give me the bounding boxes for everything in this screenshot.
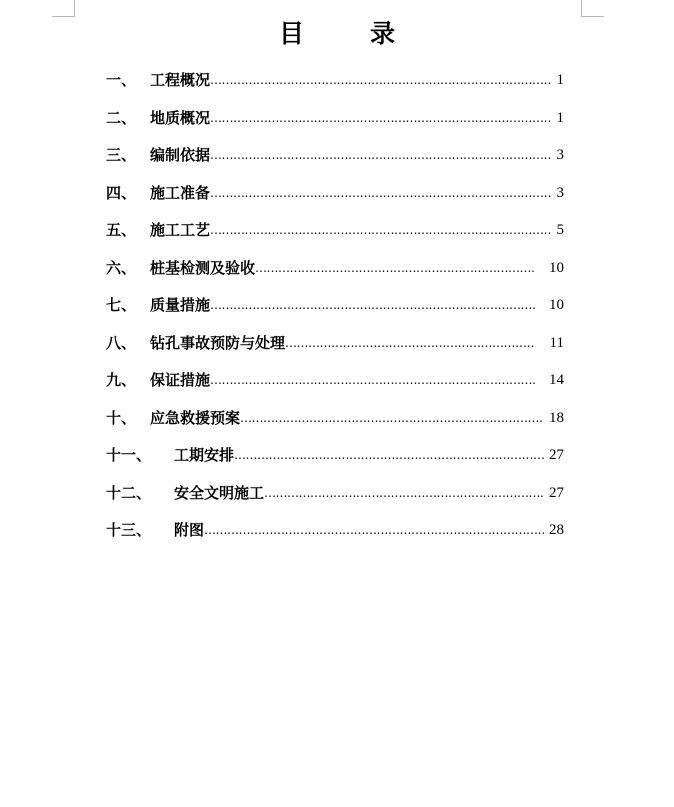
toc-entry-page-number: 27 <box>549 447 564 463</box>
toc-entry[interactable] <box>106 437 564 475</box>
toc-dot-leader <box>210 175 552 213</box>
toc-entry-title: 编制依据 <box>150 146 211 164</box>
toc-dot-leader <box>210 137 552 175</box>
crop-mark-top-right <box>581 0 604 17</box>
toc-entry-page-number: 11 <box>549 334 564 351</box>
toc-entry-page-number: 18 <box>549 409 564 426</box>
toc-entry[interactable] <box>106 137 564 175</box>
toc-entry[interactable] <box>106 362 564 400</box>
toc-entry-title: 施工准备 <box>150 183 211 202</box>
toc-entry-number: 十二、 <box>106 483 152 502</box>
toc-entry[interactable] <box>106 325 564 363</box>
toc-entry-page-number: 3 <box>556 147 564 163</box>
toc-dot-leader <box>240 400 544 438</box>
toc-entry-title: 工期安排 <box>174 446 235 464</box>
toc-dot-leader <box>234 437 544 475</box>
toc-entry[interactable] <box>106 475 564 513</box>
toc-entry-page-number: 27 <box>549 484 564 501</box>
toc-entry-number: 四、 <box>106 183 137 202</box>
toc-entry-number: 二、 <box>106 108 137 127</box>
toc-entry-page-number: 28 <box>549 522 564 538</box>
toc-entry-title: 钻孔事故预防与处理 <box>150 333 286 352</box>
toc-entry-title: 质量措施 <box>150 296 211 314</box>
toc-entry-number: 一、 <box>106 71 137 89</box>
toc-dot-leader <box>210 287 536 325</box>
toc-entry-page-number: 10 <box>549 259 564 276</box>
toc-entry[interactable] <box>106 212 564 250</box>
toc-entry[interactable] <box>106 62 564 100</box>
toc-entry-number: 八、 <box>106 333 137 352</box>
toc-dot-leader <box>264 475 544 513</box>
toc-dot-leader <box>204 512 544 550</box>
title-char-1: 目 <box>278 19 304 48</box>
toc-dot-leader <box>285 325 536 363</box>
toc-entry-title: 桩基检测及验收 <box>150 258 256 277</box>
toc-entry-page-number: 1 <box>556 109 564 126</box>
toc-entry-page-number: 5 <box>556 222 564 238</box>
toc-entry-number: 十、 <box>106 408 137 427</box>
table-of-contents <box>106 62 564 550</box>
toc-entry-number: 七、 <box>106 296 137 314</box>
toc-entry-title: 应急救援预案 <box>150 408 241 427</box>
toc-entry-title: 附图 <box>174 521 205 539</box>
toc-entry-title: 保证措施 <box>150 371 211 389</box>
toc-entry[interactable] <box>106 512 564 550</box>
toc-dot-leader <box>255 250 536 288</box>
toc-dot-leader <box>210 212 552 250</box>
toc-dot-leader <box>210 100 552 138</box>
toc-entry-number: 六、 <box>106 258 137 277</box>
toc-entry-number: 九、 <box>106 371 137 389</box>
toc-entry[interactable] <box>106 400 564 438</box>
toc-entry-page-number: 10 <box>549 297 564 313</box>
toc-dot-leader <box>210 362 536 400</box>
toc-entry-page-number: 14 <box>549 372 564 388</box>
crop-mark-top-left <box>52 0 75 17</box>
toc-entry-title: 安全文明施工 <box>174 483 265 502</box>
toc-entry-title: 施工工艺 <box>150 221 211 239</box>
toc-entry-title: 地质概况 <box>150 108 211 127</box>
title-char-2: 录 <box>370 19 396 48</box>
toc-entry[interactable] <box>106 175 564 213</box>
page-title <box>0 16 674 52</box>
toc-entry-page-number: 1 <box>556 72 564 88</box>
toc-entry-number: 五、 <box>106 221 137 239</box>
toc-entry-page-number: 3 <box>556 184 564 201</box>
toc-entry[interactable] <box>106 250 564 288</box>
toc-entry-title: 工程概况 <box>150 71 211 89</box>
toc-entry-number: 十一、 <box>106 446 152 464</box>
toc-entry[interactable] <box>106 287 564 325</box>
toc-entry-number: 三、 <box>106 146 137 164</box>
toc-entry-number: 十三、 <box>106 521 152 539</box>
toc-dot-leader <box>210 62 552 100</box>
toc-entry[interactable] <box>106 100 564 138</box>
